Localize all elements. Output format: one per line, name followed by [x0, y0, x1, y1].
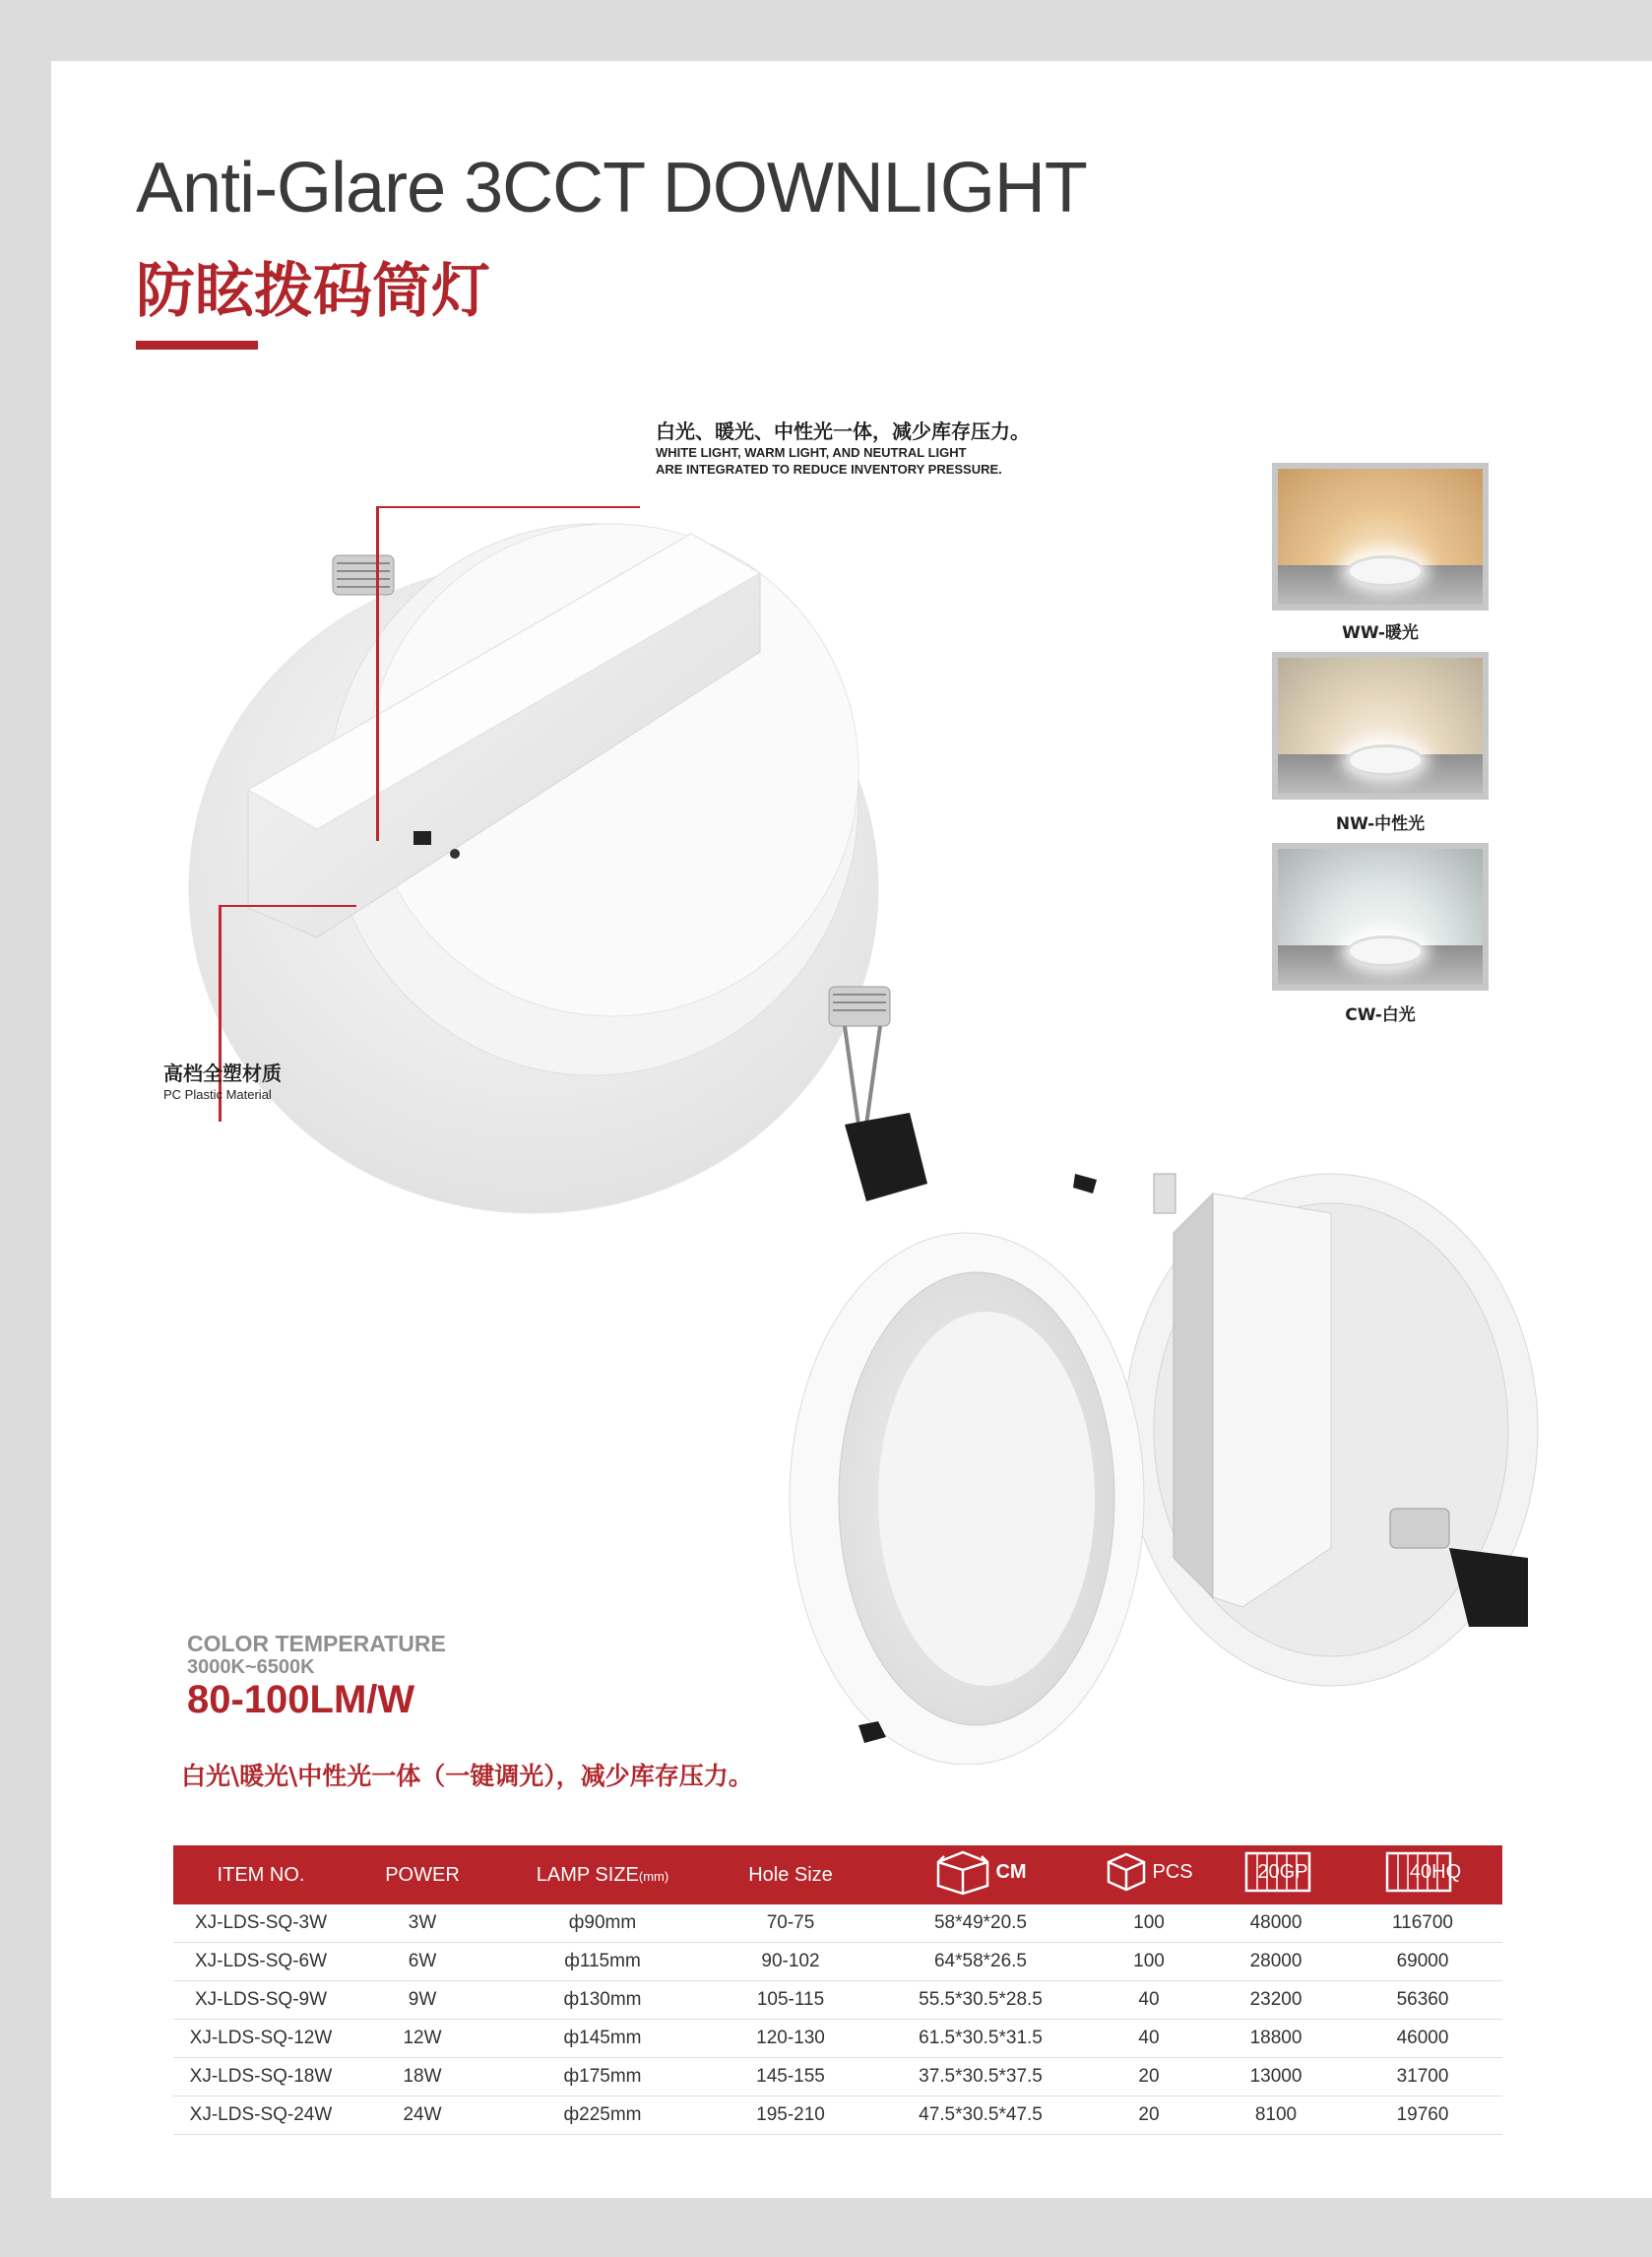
callout-3cct-en-2: ARE INTEGRATED TO REDUCE INVENTORY PRESSURE.	[656, 462, 1002, 477]
cell-power: 24W	[349, 2096, 496, 2135]
cell-20gp: 23200	[1209, 1981, 1343, 2020]
table-row	[173, 1943, 1502, 1981]
cell-pcs: 40	[1089, 2020, 1209, 2058]
cell-hole: 120-130	[709, 2020, 872, 2058]
col-40hq	[1343, 1845, 1502, 1904]
cell-lamp-size: ф225mm	[496, 2096, 709, 2135]
cell-40hq: 116700	[1343, 1904, 1502, 1943]
cell-lamp-size: ф175mm	[496, 2058, 709, 2096]
cell-item: XJ-LDS-SQ-24W	[173, 2096, 349, 2135]
downlight-back-image	[179, 475, 1105, 1223]
col-20gp	[1209, 1845, 1343, 1904]
slogan: 白光\暖光\中性光一体（一键调光），减少库存压力。	[181, 1762, 753, 1790]
col-lamp-size	[496, 1845, 709, 1904]
box-icon	[1105, 1850, 1148, 1894]
table-header-row	[173, 1845, 1502, 1904]
cell-hole: 70-75	[709, 1904, 872, 1943]
cell-pcs: 20	[1089, 2096, 1209, 2135]
cell-pcs: 40	[1089, 1981, 1209, 2020]
cell-power: 9W	[349, 1981, 496, 2020]
swatch-ww	[1272, 463, 1489, 611]
cell-power: 18W	[349, 2058, 496, 2096]
col-20gp-label: 20GP	[1257, 1860, 1308, 1883]
table-row	[173, 2020, 1502, 2058]
swatch-nw-label: NW-中性光	[1335, 814, 1426, 834]
cell-40hq: 56360	[1343, 1981, 1502, 2020]
cell-lamp-size: ф115mm	[496, 1943, 709, 1981]
callout-3cct-cn: 白光、暖光、中性光一体，减少库存压力。	[656, 419, 1030, 443]
callout-line-v-top	[376, 506, 379, 841]
title-underline	[136, 341, 258, 350]
cell-item: XJ-LDS-SQ-12W	[173, 2020, 349, 2058]
cell-hole: 145-155	[709, 2058, 872, 2096]
callout-material-en: PC Plastic Material	[163, 1087, 272, 1102]
cell-20gp: 48000	[1209, 1904, 1343, 1943]
cell-lamp-size: ф145mm	[496, 2020, 709, 2058]
cell-cm: 37.5*30.5*37.5	[872, 2058, 1089, 2096]
callout-line-h-top	[376, 506, 640, 508]
cell-40hq: 31700	[1343, 2058, 1502, 2096]
spec-block	[187, 1631, 446, 1721]
cell-power: 6W	[349, 1943, 496, 1981]
col-pcs	[1089, 1845, 1209, 1904]
page-title: Anti-Glare 3CCT DOWNLIGHT	[136, 149, 1087, 227]
cell-20gp: 8100	[1209, 2096, 1343, 2135]
spec-table	[173, 1845, 1502, 2135]
cell-cm: 64*58*26.5	[872, 1943, 1089, 1981]
cell-40hq: 19760	[1343, 2096, 1502, 2135]
swatch-cw-label: CW-白光	[1345, 1005, 1416, 1025]
col-lamp-size-label: LAMP SIZE	[536, 1863, 639, 1886]
color-temp-range: 3000K~6500K	[187, 1656, 315, 1678]
callout-line-h-material	[219, 905, 356, 907]
cell-20gp: 28000	[1209, 1943, 1343, 1981]
downlight-front-side-image	[780, 1134, 1567, 1765]
color-temp-label: COLOR TEMPERATURE	[187, 1631, 446, 1656]
cell-20gp: 18800	[1209, 2020, 1343, 2058]
cell-cm: 55.5*30.5*28.5	[872, 1981, 1089, 2020]
table-row	[173, 2058, 1502, 2096]
cell-hole: 90-102	[709, 1943, 872, 1981]
cell-hole: 105-115	[709, 1981, 872, 2020]
cell-item: XJ-LDS-SQ-6W	[173, 1943, 349, 1981]
col-pcs-label: PCS	[1152, 1860, 1193, 1883]
callout-3cct	[656, 416, 1030, 478]
callout-material	[163, 1058, 282, 1103]
cell-cm: 61.5*30.5*31.5	[872, 2020, 1089, 2058]
col-40hq-label: 40HQ	[1409, 1860, 1462, 1883]
swatch-cw	[1272, 843, 1489, 991]
col-lamp-size-unit: (mm)	[638, 1868, 669, 1884]
cell-power: 12W	[349, 2020, 496, 2058]
table-row	[173, 1981, 1502, 2020]
swatch-ww-label: WW-暖光	[1342, 623, 1419, 643]
cell-20gp: 13000	[1209, 2058, 1343, 2096]
carton-box-icon	[934, 1848, 991, 1896]
col-hole: Hole Size	[709, 1845, 872, 1904]
callout-3cct-en-1: WHITE LIGHT, WARM LIGHT, AND NEUTRAL LIGHT	[656, 445, 967, 460]
cell-pcs: 100	[1089, 1943, 1209, 1981]
col-power: POWER	[349, 1845, 496, 1904]
cell-item: XJ-LDS-SQ-9W	[173, 1981, 349, 2020]
col-cm	[872, 1845, 1089, 1904]
cell-pcs: 20	[1089, 2058, 1209, 2096]
table-row	[173, 1904, 1502, 1943]
cell-hole: 195-210	[709, 2096, 872, 2135]
cell-cm: 58*49*20.5	[872, 1904, 1089, 1943]
page-title-cn: 防眩拨码筒灯	[136, 257, 490, 326]
cell-cm: 47.5*30.5*47.5	[872, 2096, 1089, 2135]
cell-pcs: 100	[1089, 1904, 1209, 1943]
cell-lamp-size: ф130mm	[496, 1981, 709, 2020]
col-item: ITEM NO.	[173, 1845, 349, 1904]
cell-40hq: 69000	[1343, 1943, 1502, 1981]
cell-item: XJ-LDS-SQ-3W	[173, 1904, 349, 1943]
cell-item: XJ-LDS-SQ-18W	[173, 2058, 349, 2096]
cell-40hq: 46000	[1343, 2020, 1502, 2058]
efficacy: 80-100LM/W	[187, 1678, 415, 1721]
cell-lamp-size: ф90mm	[496, 1904, 709, 1943]
col-cm-label: CM	[995, 1860, 1027, 1883]
cell-power: 3W	[349, 1904, 496, 1943]
catalog-page	[51, 61, 1652, 2198]
swatch-nw	[1272, 652, 1489, 800]
callout-material-cn: 高档全塑材质	[163, 1062, 282, 1085]
table-row	[173, 2096, 1502, 2135]
